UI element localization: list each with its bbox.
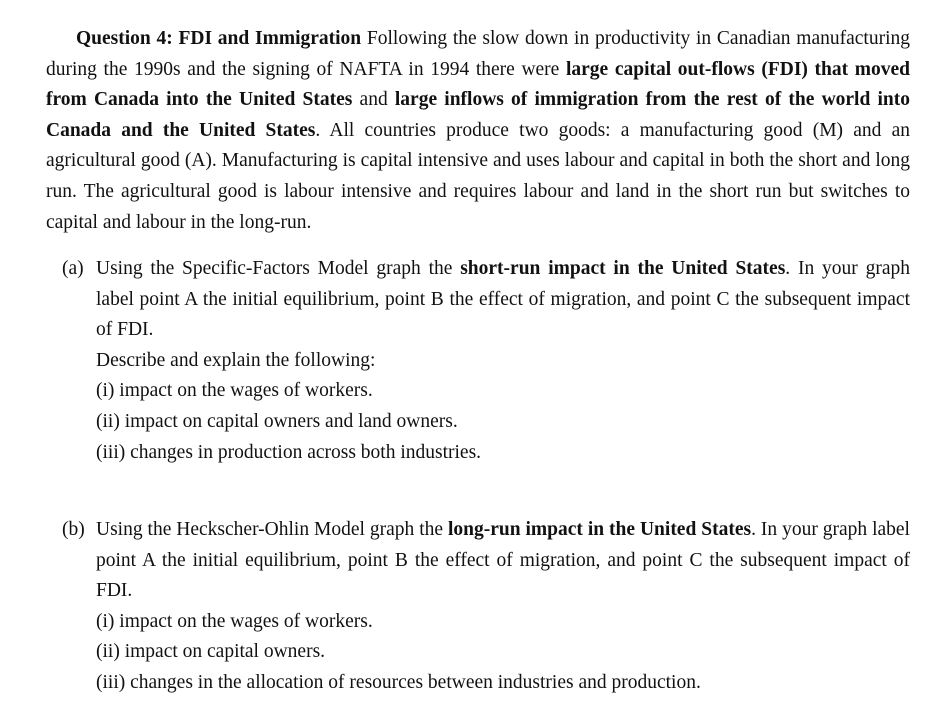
part-b-body	[96, 515, 910, 699]
intro-text-1: Following the slow down in productivity in Canadian manufacturing during the 1990s and the signing of NAFTA in 1994 there were	[46, 28, 910, 80]
part-a-prompt	[96, 254, 910, 346]
part-b-item-1: (i) impact on the wages of workers.	[96, 610, 373, 632]
part-b-item-3: (iii) changes in the allocation of resources between industries and production.	[96, 671, 701, 693]
intro-text-2: and	[352, 89, 395, 111]
part-b-label: (b)	[62, 519, 85, 540]
intro-bold-capital-outflows: large capital out-flows (FDI) that moved from Canada into the United States	[46, 58, 911, 111]
part-a-item-1: (i) impact on the wages of workers.	[96, 380, 373, 402]
part-b-bold: long-run impact in the United States	[447, 519, 752, 540]
part-a-bold: short-run impact in the United States	[460, 258, 786, 279]
part-b-text-2: . In your graph label point A the initial equilibrium, point B the effect of migration, and point C the subsequent impact of FDI.	[96, 519, 910, 602]
question-heading: Question 4: FDI and Immigration	[76, 28, 362, 49]
part-b-prompt	[96, 515, 910, 607]
part-b-text-1: Using the Heckscher-Ohlin Model graph the	[96, 519, 448, 540]
intro-bold-immigration: large inflows of immigration from the rest of the world into Canada and the United States	[46, 89, 910, 141]
part-a-body	[96, 254, 910, 468]
part-a-item-3: (iii) changes in production across both industries.	[96, 441, 482, 463]
part-a	[62, 254, 910, 468]
part-a-text-2: . In your graph label point A the initial equilibrium, point B the effect of migration, and point C the subsequent impact of FDI.	[96, 258, 910, 341]
intro-text-3: . All countries produce two goods: a manufacturing good (M) and an agricultural good (A). Manufacturing is capital intensive and uses labour and capital in both the short and long run. The agricultural good is labour intensive and requires labour and land in the short run but switches to capital and labour in the long-run.	[46, 119, 910, 233]
part-b-item-2: (ii) impact on capital owners.	[96, 641, 326, 663]
question-intro	[46, 24, 910, 238]
part-a-item-2: (ii) impact on capital owners and land owners.	[96, 410, 458, 432]
part-b	[62, 515, 910, 699]
part-a-describe: Describe and explain the following:	[96, 349, 376, 371]
part-a-label: (a)	[62, 258, 84, 279]
part-a-text-1: Using the Specific-Factors Model graph the	[96, 258, 461, 279]
